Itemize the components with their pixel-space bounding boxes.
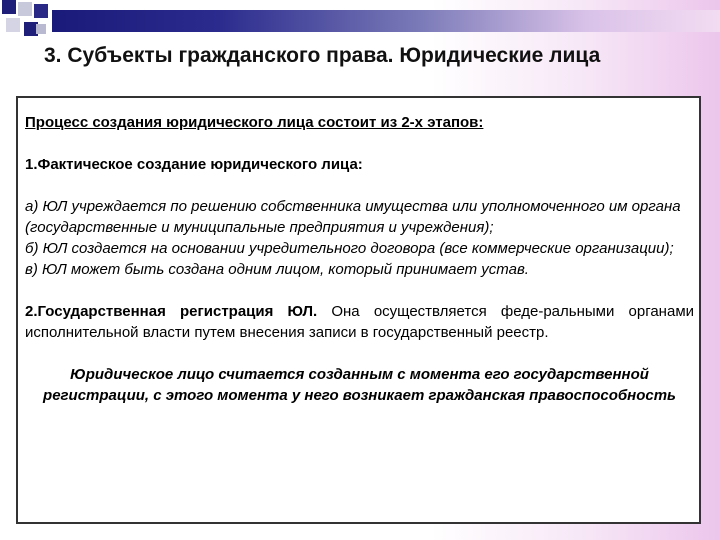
stages-heading: Процесс создания юридического лица состоит из 2-х этапов: bbox=[25, 114, 484, 131]
conclusion: Юридическое лицо считается созданным с момента его государственной регистрации, с этого момента у него возникает гражданская правоспособность bbox=[43, 366, 676, 404]
stage2-title: 2.Государственная регистрация ЮЛ. bbox=[25, 303, 318, 320]
slide-title: 3. Субъекты гражданского права. Юридические лица bbox=[44, 44, 601, 67]
stage2-paragraph bbox=[25, 301, 694, 343]
stage2-text: Она осуществляется феде-ральными органами исполнительной власти путем внесения записи в государственный реестр. bbox=[25, 303, 695, 341]
content-box bbox=[16, 96, 701, 524]
stage1-item-b: б) ЮЛ создается на основании учредительного договора (все коммерческие организации); bbox=[25, 240, 674, 257]
stage1-item-a: а) ЮЛ учреждается по решению собственника имущества или уполномоченного им органа (государственные и муниципальные предприятия и учреждения); bbox=[25, 198, 681, 236]
content bbox=[25, 112, 694, 406]
stage1-title: 1.Фактическое создание юридического лица: bbox=[25, 156, 363, 173]
decor-square bbox=[18, 2, 32, 16]
decor-square bbox=[34, 4, 48, 18]
decor-square bbox=[36, 24, 46, 34]
header-gradient-bar bbox=[52, 10, 720, 32]
decor-square bbox=[2, 0, 16, 14]
decor-square bbox=[6, 18, 20, 32]
stage1-item-c: в) ЮЛ может быть создана одним лицом, который принимает устав. bbox=[25, 261, 529, 278]
